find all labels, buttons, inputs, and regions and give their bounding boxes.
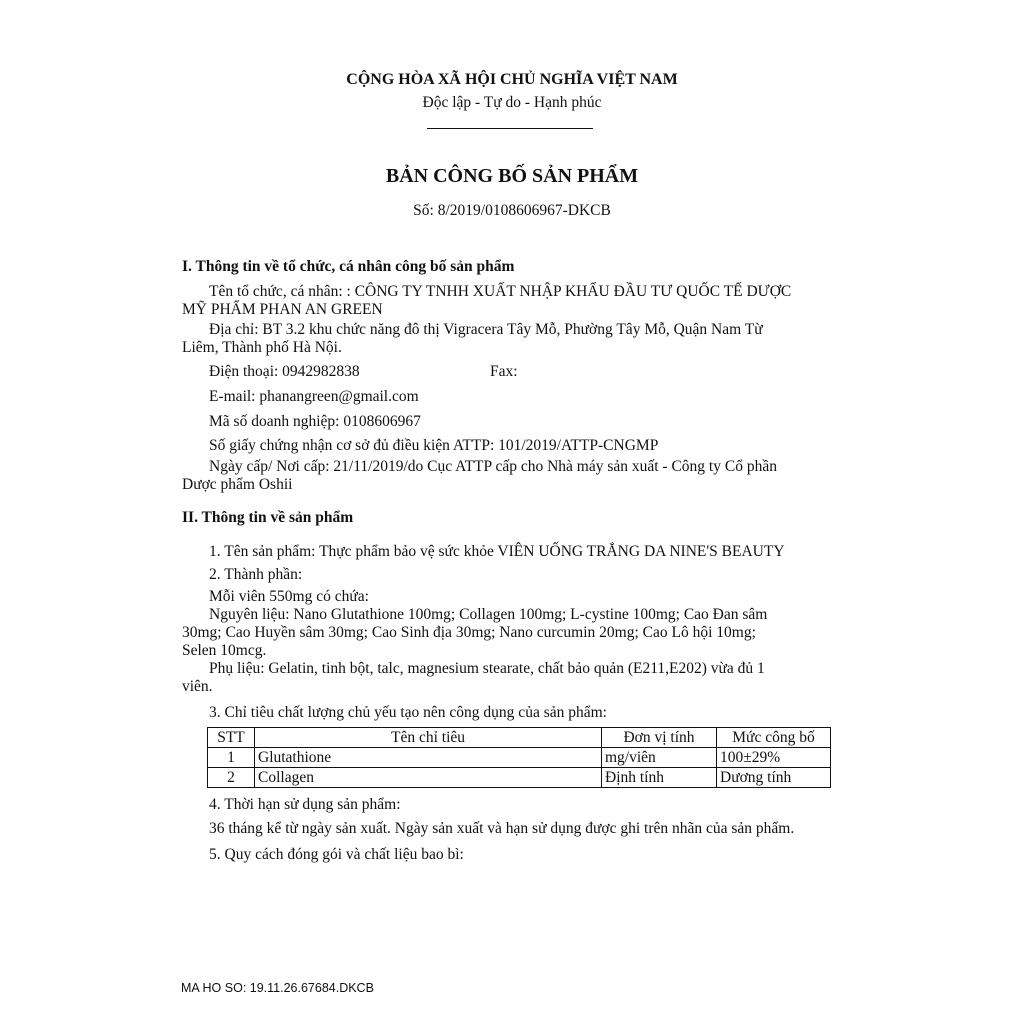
- table-header-cell: STT: [208, 728, 255, 748]
- packaging-heading: 5. Quy cách đóng gói và chất liệu bao bì:: [209, 846, 464, 863]
- product-name: 1. Tên sản phẩm: Thực phẩm bảo vệ sức khỏe VIÊN UỐNG TRẮNG DA NINE'S BEAUTY: [209, 543, 785, 560]
- excipients-line2: viên.: [182, 678, 213, 695]
- document-title: BẢN CÔNG BỐ SẢN PHẨM: [385, 165, 639, 187]
- table-cell: Glutathione: [255, 748, 602, 768]
- ingredients-line1: Nguyên liệu: Nano Glutathione 100mg; Collagen 100mg; L-cystine 100mg; Cao Đan sâm: [209, 606, 768, 623]
- table-cell: 1: [208, 748, 255, 768]
- table-cell: Collagen: [255, 768, 602, 788]
- quality-table: [207, 727, 831, 788]
- table-header-row: [208, 728, 831, 748]
- nation-heading: CỘNG HÒA XÃ HỘI CHỦ NGHĨA VIỆT NAM: [346, 71, 678, 88]
- per-tablet: Mỗi viên 550mg có chứa:: [209, 588, 369, 605]
- header-divider: [427, 128, 593, 129]
- table-cell: mg/viên: [602, 748, 717, 768]
- table-row: [208, 768, 831, 788]
- section-2-heading: II. Thông tin về sản phẩm: [182, 509, 354, 526]
- tax-code: Mã số doanh nghiệp: 0108606967: [209, 413, 421, 430]
- shelf-life-heading: 4. Thời hạn sử dụng sản phẩm:: [209, 796, 401, 813]
- certificate-number: Số giấy chứng nhận cơ sở đủ điều kiện ATTP: 101/2019/ATTP-CNGMP: [209, 437, 659, 454]
- issue-line1: Ngày cấp/ Nơi cấp: 21/11/2019/do Cục ATTP cấp cho Nhà máy sản xuất - Công ty Cổ phần: [209, 458, 777, 475]
- motto: Độc lập - Tự do - Hạnh phúc: [422, 94, 602, 111]
- fax: Fax:: [490, 363, 518, 380]
- table-header-cell: Mức công bố: [717, 728, 831, 748]
- table-cell: 2: [208, 768, 255, 788]
- table-cell: Định tính: [602, 768, 717, 788]
- document-number: Số: 8/2019/0108606967-DKCB: [413, 202, 611, 219]
- ingredients-line2: 30mg; Cao Huyền sâm 30mg; Cao Sinh địa 30mg; Nano curcumin 20mg; Cao Lô hội 10mg;: [182, 624, 756, 641]
- table-header-cell: Tên chỉ tiêu: [255, 728, 602, 748]
- issue-line2: Dược phẩm Oshii: [182, 476, 293, 493]
- address-line2: Liêm, Thành phố Hà Nội.: [182, 339, 342, 356]
- email: E-mail: phanangreen@gmail.com: [209, 388, 419, 405]
- table-cell: Dương tính: [717, 768, 831, 788]
- org-name-line1: Tên tổ chức, cá nhân: : CÔNG TY TNHH XUẤT NHẬP KHẨU ĐẦU TƯ QUỐC TẾ DƯỢC: [209, 283, 792, 300]
- composition-heading: 2. Thành phần:: [209, 566, 303, 583]
- shelf-life-text: 36 tháng kể từ ngày sản xuất. Ngày sản xuất và hạn sử dụng được ghi trên nhãn của sản phẩm.: [209, 820, 795, 837]
- phone: Điện thoại: 0942982838: [209, 363, 360, 380]
- section-1-heading: I. Thông tin về tổ chức, cá nhân công bố sản phẩm: [182, 258, 515, 275]
- file-code: MA HO SO: 19.11.26.67684.DKCB: [181, 981, 374, 995]
- excipients-line1: Phụ liệu: Gelatin, tinh bột, talc, magnesium stearate, chất bảo quản (E211,E202) vừa đủ 1: [209, 660, 765, 677]
- address-line1: Địa chỉ: BT 3.2 khu chức năng đô thị Vigracera Tây Mỗ, Phường Tây Mỗ, Quận Nam Từ: [209, 321, 763, 338]
- ingredients-line3: Selen 10mcg.: [182, 642, 267, 659]
- org-name-line2: MỸ PHẨM PHAN AN GREEN: [182, 301, 383, 318]
- table-row: [208, 748, 831, 768]
- table-header-cell: Đơn vị tính: [602, 728, 717, 748]
- quality-heading: 3. Chỉ tiêu chất lượng chủ yếu tạo nên công dụng của sản phẩm:: [209, 704, 607, 721]
- table-cell: 100±29%: [717, 748, 831, 768]
